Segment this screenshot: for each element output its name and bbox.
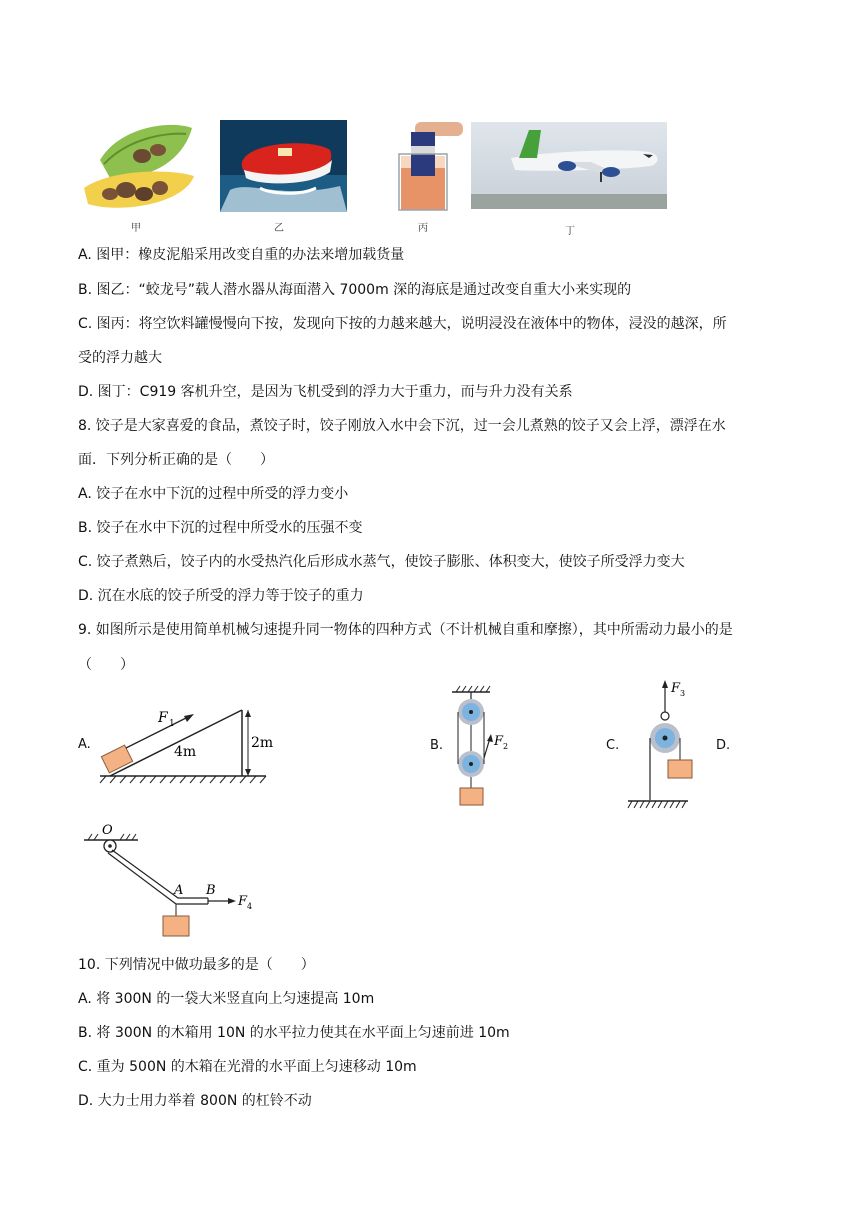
airplane-photo xyxy=(471,122,667,209)
q8-option-b: B. 饺子在水中下沉的过程中所受水的压强不变 xyxy=(78,520,363,536)
q8-option-d: D. 沉在水底的饺子所受的浮力等于饺子的重力 xyxy=(78,588,364,604)
fig-d-force-sub: 4 xyxy=(247,902,253,911)
fig-d-force-label: F xyxy=(238,894,248,909)
fig-b-force-label: F xyxy=(494,734,504,749)
fig-d-pivot-label: O xyxy=(102,823,113,838)
lever-figure xyxy=(80,818,260,942)
fig-a-height-label: 2m xyxy=(251,735,274,751)
q7-option-d: D. 图丁：C919 客机升空，是因为飞机受到的浮力大于重力，而与升力没有关系 xyxy=(78,384,573,400)
q9-option-d-label: D. xyxy=(716,738,731,753)
fig-d-point-a: A xyxy=(174,883,184,898)
q9-option-a-label: A. xyxy=(78,737,91,752)
q9-option-c-label: C. xyxy=(606,738,620,753)
fig-a-force-label: F xyxy=(158,710,168,726)
q10-option-a: A. 将 300N 的一袋大米竖直向上匀速提高 10m xyxy=(78,991,375,1007)
fig-c-force-label: F xyxy=(671,681,681,696)
fig-c-force-sub: 3 xyxy=(680,689,686,698)
q8-option-c: C. 饺子煮熟后，饺子内的水受热汽化后形成水蒸气，使饺子膨胀、体积变大，使饺子所受浮力变大 xyxy=(78,554,685,570)
q8-option-a: A. 饺子在水中下沉的过程中所受的浮力变小 xyxy=(78,486,349,502)
fig-a-slope-label: 4m xyxy=(174,744,197,760)
movable-pulley-figure xyxy=(626,676,702,814)
fig-b-force-sub: 2 xyxy=(503,742,509,751)
q8-stem-cont: 面．下列分析正确的是（ ） xyxy=(78,452,274,468)
q10-option-c: C. 重为 500N 的木箱在光滑的水平面上匀速移动 10m xyxy=(78,1059,417,1075)
q7-option-a: A. 图甲：橡皮泥船采用改变自重的办法来增加载货量 xyxy=(78,247,405,263)
fig-a-force-sub: 1 xyxy=(169,719,175,729)
pulley-block-figure xyxy=(446,682,520,808)
q10-option-d: D. 大力士用力举着 800N 的杠铃不动 xyxy=(78,1093,312,1109)
q7-option-c: C. 图丙：将空饮料罐慢慢向下按，发现向下按的力越来越大，说明浸没在液体中的物体，浸没的越深，所 xyxy=(78,316,727,332)
caption-ding: 丁 xyxy=(565,226,575,237)
q7-option-c-cont: 受的浮力越大 xyxy=(78,350,162,366)
q8-stem: 8. 饺子是大家喜爱的食品，煮饺子时，饺子刚放入水中会下沉，过一会儿煮熟的饺子又会上浮，漂浮在水 xyxy=(78,418,726,434)
q10-stem: 10. 下列情况中做功最多的是（ ） xyxy=(78,957,315,973)
can-photo xyxy=(383,122,463,212)
caption-bing: 丙 xyxy=(418,223,428,234)
boat-photo xyxy=(80,118,196,214)
caption-yi: 乙 xyxy=(274,223,284,234)
q9-stem: 9. 如图所示是使用简单机械匀速提升同一物体的四种方式（不计机械自重和摩擦），其中所需动力最小的是 xyxy=(78,622,733,638)
q10-option-b: B. 将 300N 的木箱用 10N 的水平拉力使其在水平面上匀速前进 10m xyxy=(78,1025,510,1041)
q9-stem-cont: （ ） xyxy=(78,657,134,673)
fig-d-point-b: B xyxy=(206,883,216,898)
q9-option-b-label: B. xyxy=(430,738,444,753)
caption-jia: 甲 xyxy=(131,223,141,234)
submersible-photo xyxy=(220,120,347,212)
inclined-plane-figure xyxy=(96,700,286,790)
q7-option-b: B. 图乙：“蛟龙号”载人潜水器从海面潜入 7000m 深的海底是通过改变自重大小来实现的 xyxy=(78,282,632,298)
